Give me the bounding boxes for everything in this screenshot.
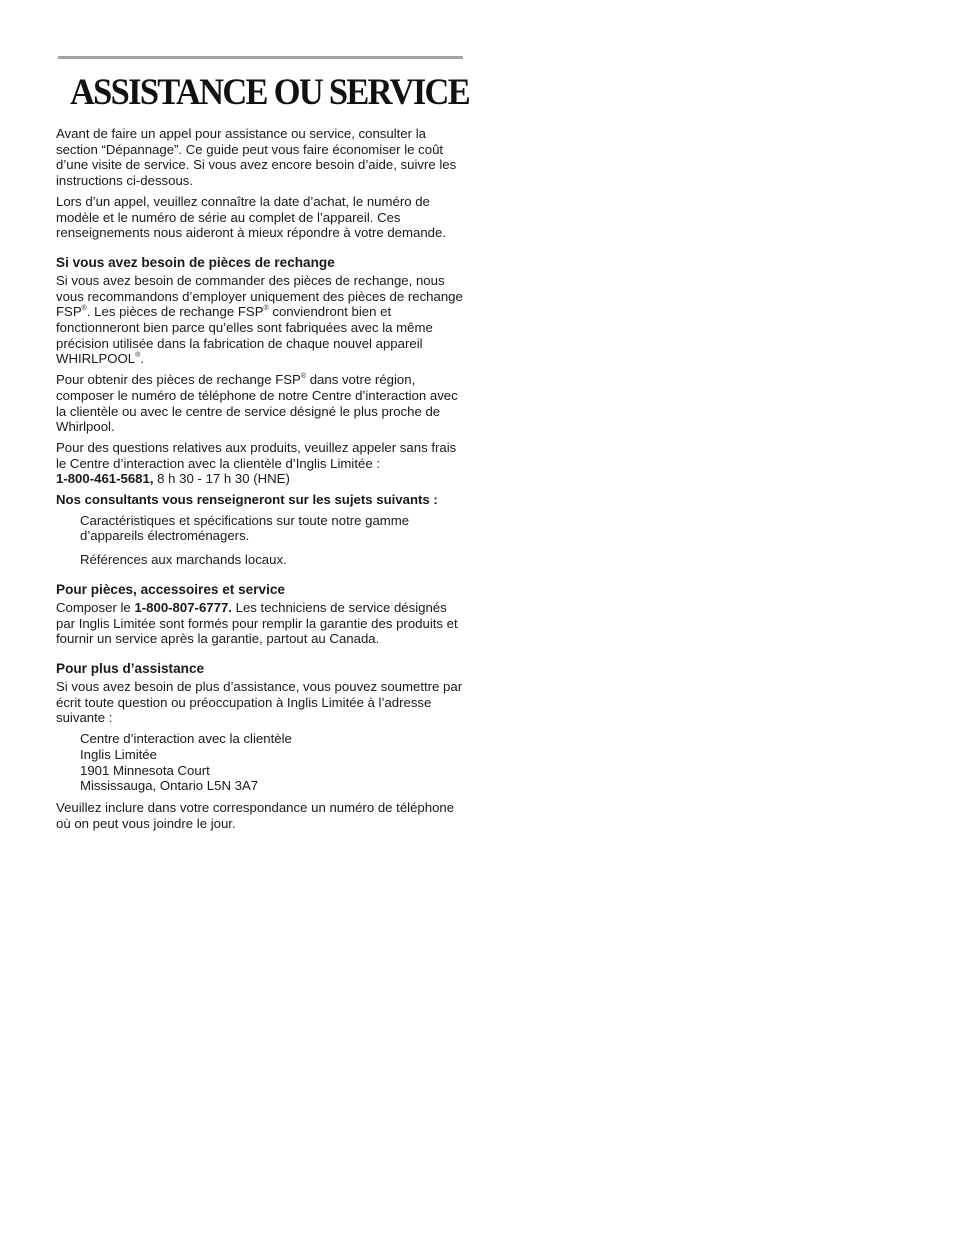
service-paragraph <box>56 600 464 647</box>
service-phone-number: 1-800-807-6777. <box>134 599 232 615</box>
parts-text: Pour des questions relatives aux produits, veuillez appeler sans frais le Centre d’interaction avec la clientèle d’Inglis Limitée : <box>56 439 457 471</box>
topic-item: Caractéristiques et spécifications sur toute notre gamme d’appareils électroménagers. <box>80 512 410 544</box>
service-text: Les techniciens de service désignés par Inglis Limitée sont formés pour remplir la garantie des produits et fournir un service après la garantie, partout au Canada. <box>56 599 458 647</box>
parts-text: . <box>140 351 144 367</box>
registered-mark: ® <box>135 352 141 360</box>
parts-text: Pour obtenir des pièces de rechange FSP <box>56 372 301 388</box>
service-text: Composer le <box>56 599 135 615</box>
intro-paragraph-1: Avant de faire un appel pour assistance ou service, consulter la section “Dépannage”. Ce guide peut vous faire économiser le coût d’une visite de service. Si vous avez encore besoin d’aide, suivre les instructions ci-dessous. <box>56 126 457 189</box>
parts-heading: Si vous avez besoin de pièces de rechange <box>56 254 335 270</box>
address-line: Mississauga, Ontario L5N 3A7 <box>80 778 259 794</box>
closing-paragraph: Veuillez inclure dans votre correspondance un numéro de téléphone où on peut vous joindre le jour. <box>56 799 455 831</box>
more-assistance-paragraph: Si vous avez besoin de plus d’assistance, vous pouvez soumettre par écrit toute question ou préoccupation à Inglis Limitée à l’adresse suivante : <box>56 678 463 726</box>
service-heading: Pour pièces, accessoires et service <box>56 581 285 597</box>
office-hours: 8 h 30 - 17 h 30 (HNE) <box>153 471 290 487</box>
parts-paragraph-2 <box>56 372 464 435</box>
mailing-address <box>80 731 464 794</box>
topic-item: Références aux marchands locaux. <box>80 552 287 568</box>
address-line: Centre d’interaction avec la clientèle <box>80 731 292 747</box>
top-divider <box>58 56 463 59</box>
parts-text: . Les pièces de rechange FSP <box>86 304 264 320</box>
customer-phone-number: 1-800-461-5681, <box>56 471 154 487</box>
parts-paragraph-1 <box>56 273 464 367</box>
more-assistance-heading: Pour plus d’assistance <box>56 660 205 676</box>
parts-text: Si vous avez besoin de commander des pièces de rechange, nous vous recommandons d’employer uniquement des pièces de rechange FSP <box>56 272 463 320</box>
registered-mark: ® <box>81 305 87 313</box>
parts-paragraph-3 <box>56 440 464 487</box>
consultants-line: Nos consultants vous renseigneront sur les sujets suivants : <box>56 492 438 508</box>
registered-mark: ® <box>263 305 269 313</box>
registered-mark: ® <box>300 373 307 381</box>
page-title: ASSISTANCE OU SERVICE <box>70 72 469 113</box>
parts-text: dans votre région, composer le numéro de téléphone de notre Centre d’interaction avec la clientèle ou avec le centre de service désigné le plus proche de Whirlpool. <box>56 372 458 435</box>
content-column <box>56 56 469 836</box>
parts-text: conviendront bien et fonctionneront bien parce qu’elles sont fabriquées avec la même précision utilisée dans la fabrication de chaque nouvel appareil WHIRLPOOL <box>56 304 433 367</box>
address-line: Inglis Limitée <box>80 746 157 762</box>
address-line: 1901 Minnesota Court <box>80 762 210 778</box>
intro-paragraph-2: Lors d’un appel, veuillez connaître la date d’achat, le numéro de modèle et le numéro de série au complet de l’appareil. Ces renseignements nous aideront à mieux répondre à votre demande. <box>56 193 447 241</box>
